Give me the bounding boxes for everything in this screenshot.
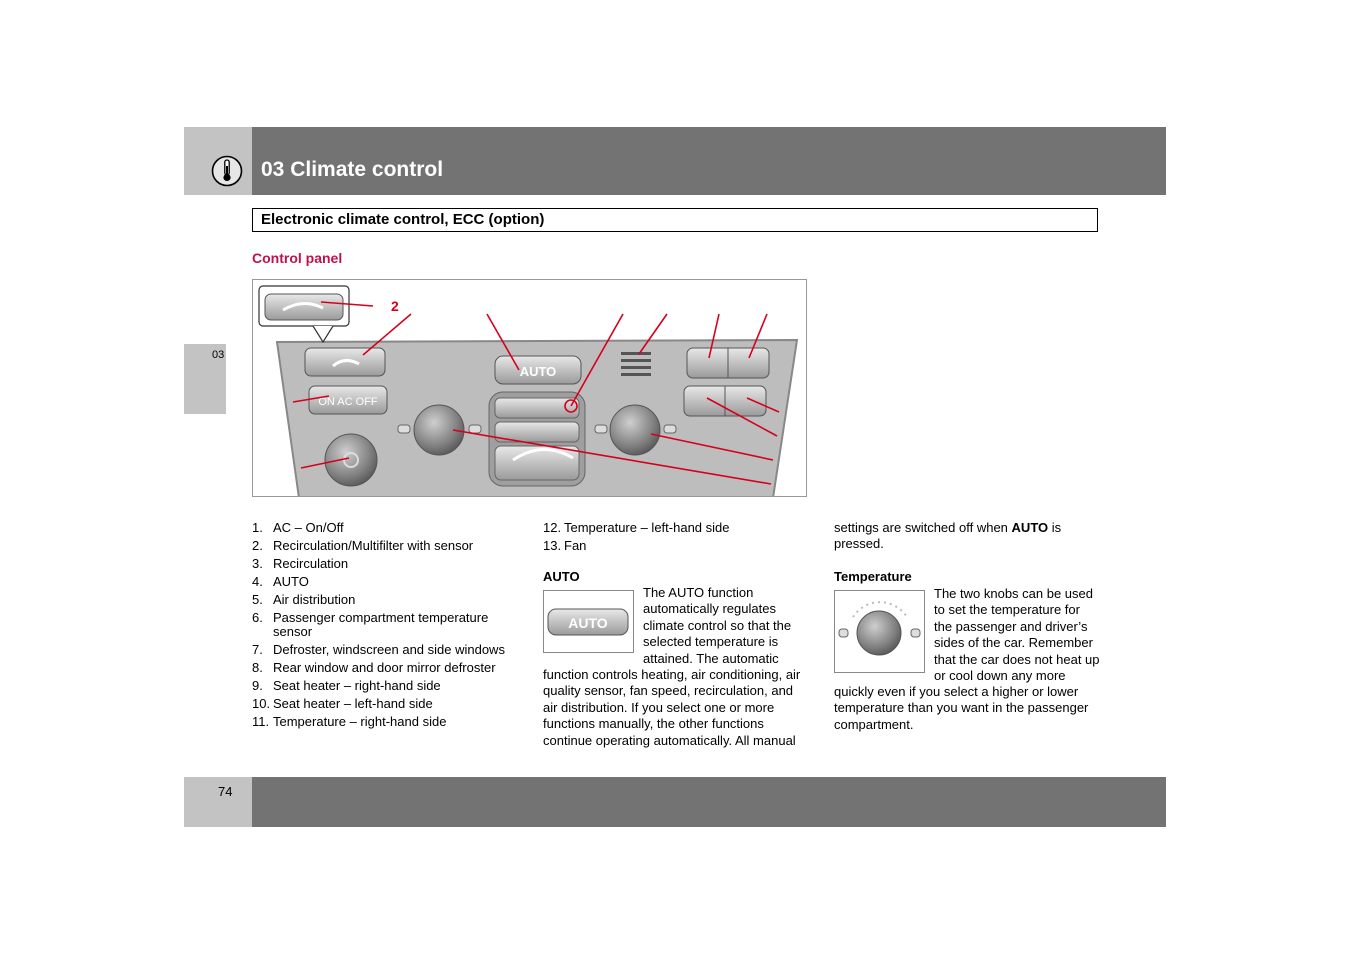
list-item: 11. Temperature – right-hand side [252, 714, 447, 729]
control-panel-figure [252, 279, 807, 497]
list-item: 7. Defroster, windscreen and side windows [252, 642, 505, 657]
list-item: 13. Fan [543, 538, 587, 553]
inset-recirculation-button [265, 294, 343, 320]
list-item: 5. Air distribution [252, 592, 356, 607]
ac-button-text: ON AC OFF [318, 396, 378, 408]
list-item: 10. Seat heater – left-hand side [252, 696, 433, 711]
legend-list-column-1 [252, 521, 518, 733]
list-item: 2. Recirculation/Multifilter with sensor [252, 538, 474, 553]
auto-button-text: AUTO [519, 364, 557, 379]
list-item: 1. AC – On/Off [252, 520, 344, 535]
chapter-side-tab-label: 03 [212, 349, 225, 361]
auto-button-thumbnail [543, 590, 634, 653]
list-item: 8. Rear window and door mirror defroster [252, 660, 496, 675]
temperature-knob-thumbnail [834, 590, 925, 673]
section-title: Electronic climate control, ECC (option) [261, 211, 545, 228]
legend-list-column-2 [543, 521, 809, 557]
control-panel-illustration [253, 280, 807, 497]
auto-heading: AUTO [543, 569, 580, 584]
footer-bar [252, 777, 1166, 827]
temperature-paragraph-top: The two knobs can be used to set the temperature for the passenger and driver’s sides of the car. Remember that the car does not heat up or cool down any more [934, 586, 1100, 684]
fan-knob [325, 434, 377, 486]
thermometer-icon [211, 155, 243, 187]
callout-label-2: 2 [391, 298, 399, 314]
list-item: 12. Temperature – left-hand side [543, 520, 730, 535]
chapter-title: 03 Climate control [261, 158, 444, 181]
auto-paragraph-continued: settings are switched off when AUTO is pressed. [834, 520, 1062, 552]
temperature-heading: Temperature [834, 569, 912, 584]
right-temperature-knob [610, 405, 660, 455]
auto-thumb-text: AUTO [568, 615, 608, 631]
subheading: Control panel [252, 250, 343, 266]
temperature-paragraph-bottom: quickly even if you select a higher or lower temperature than you want in the passenger compartment. [834, 684, 1089, 732]
list-item: 4. AUTO [252, 574, 309, 589]
list-item: 6. Passenger compartment temperature sensor [252, 610, 489, 639]
auto-paragraph-top: The AUTO function automatically regulates climate control so that the selected temperature is attained. The automatic [643, 585, 792, 666]
list-item: 3. Recirculation [252, 556, 349, 571]
auto-paragraph-bottom: function controls heating, air conditioning, air quality sensor, fan speed, recirculation, and air distribution. If you select one or more functions manually, the other functions continue operating automatically. All manual [543, 667, 801, 748]
page-number: 74 [218, 784, 233, 799]
list-item: 9. Seat heater – right-hand side [252, 678, 441, 693]
